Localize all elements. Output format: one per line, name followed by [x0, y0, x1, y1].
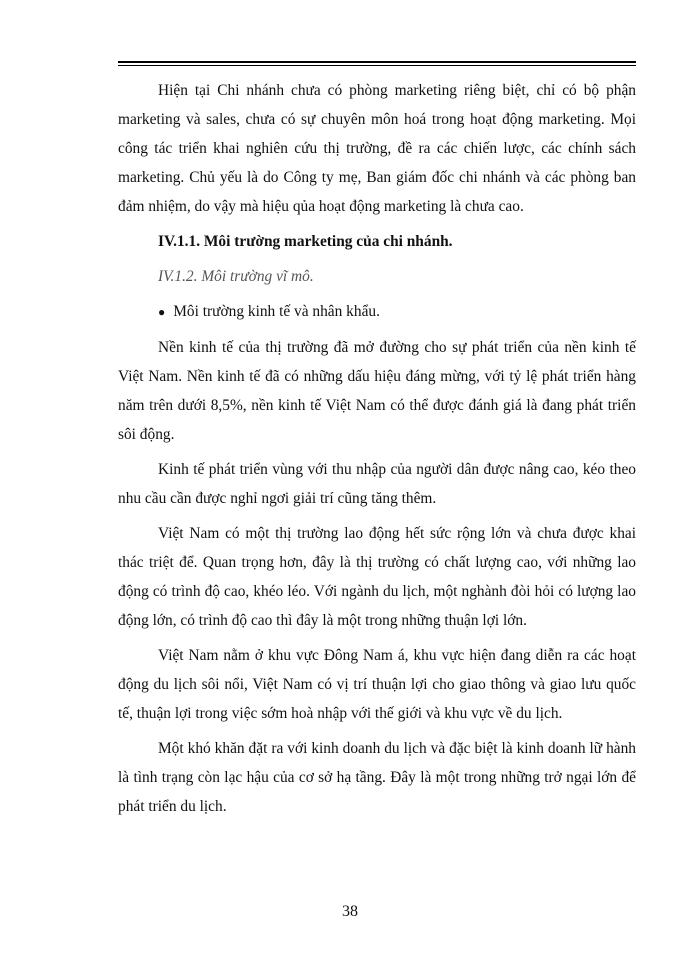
header-rule-thin [118, 65, 636, 66]
intro-paragraph: Hiện tại Chi nhánh chưa có phòng marketing riêng biệt, chỉ có bộ phận marketing và sales, chưa có sự chuyên môn hoá trong hoạt động marketing. Mọi công tác triển khai nghiên cứu thị trường, đề ra các chiến lược, các chính sách marketing. Chủ yếu là do Công ty mẹ, Ban giám đốc chi nhánh và các phòng ban đảm nhiệm, do vậy mà hiệu qủa hoạt động marketing là chưa cao. [118, 82, 636, 215]
paragraph-infrastructure: Một khó khăn đặt ra với kinh doanh du lịch và đặc biệt là kinh doanh lữ hành là tình trạng còn lạc hậu của cơ sở hạ tầng. Đây là một trong những trở ngại lớn để phát triển du lịch. [118, 740, 636, 815]
document-body [118, 76, 636, 827]
bullet-item [158, 297, 636, 327]
section-heading: IV.1.1. Môi trường marketing của chi nhánh. [158, 233, 453, 250]
paragraph-income: Kinh tế phát triển vùng với thu nhập của người dân được nâng cao, kéo theo nhu cầu cần được nghỉ ngơi giải trí cũng tăng thêm. [118, 461, 636, 507]
header-rule-thick [118, 61, 636, 63]
paragraph-location: Việt Nam nằm ở khu vực Đông Nam á, khu vực hiện đang diễn ra các hoạt động du lịch sôi nổi, Việt Nam có vị trí thuận lợi cho giao thông và giao lưu quốc tế, thuận lợi trong việc sớm hoà nhập với thế giới và khu vực về du lịch. [118, 647, 636, 722]
page-number: 38 [342, 903, 358, 920]
subsection-heading: IV.1.2. Môi trường vĩ mô. [158, 268, 314, 285]
bullet-text: Môi trường kinh tế và nhân khẩu. [173, 303, 380, 320]
bullet-icon: ● [158, 305, 166, 319]
paragraph-economy: Nền kinh tế của thị trường đã mở đường cho sự phát triển của nền kinh tế Việt Nam. Nền kinh tế đã có những dấu hiệu đáng mừng, với tỷ lệ phát triển hàng năm trên dưới 8,5%, nền kinh tế Việt Nam có thể được đánh giá là đang phát triển sôi động. [118, 339, 636, 443]
paragraph-labor: Việt Nam có một thị trường lao động hết sức rộng lớn và chưa được khai thác triệt để. Quan trọng hơn, đây là thị trường có chất lượng cao, với những lao động có trình độ cao, khéo léo. Với ngành du lịch, một nghành đòi hỏi có lượng lao động lớn, có trình độ cao thì đây là một trong những thuận lợi lớn. [118, 525, 636, 629]
